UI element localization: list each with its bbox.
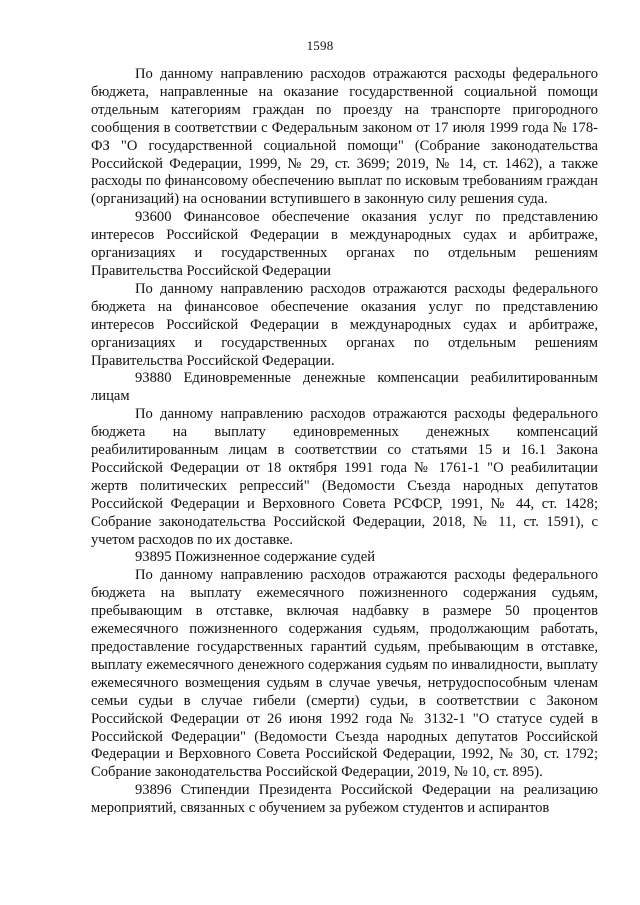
heading-93895: 93895 Пожизненное содержание судей — [135, 549, 376, 566]
document-body — [91, 66, 598, 818]
heading-93600: 93600 Финансовое обеспечение оказания услуг по представлению интересов Российской Федерации в международных судах и арбитраже, организациях и государственных органах по отдельным решениям Правительства Российской Федерации — [91, 209, 598, 279]
page-number: 1598 — [306, 38, 334, 53]
heading-93880: 93880 Единовременные денежные компенсации реабилитированным лицам — [91, 370, 598, 405]
paragraph-93895-description: По данному направлению расходов отражаются расходы федерального бюджета на выплату ежемесячного пожизненного содержания судьям, пребывающим в отставке, включая надбавку в размере 50 процентов ежемесячного пожизненного содержания судьям, продолжающим работать, предоставление государственных гарантий судьям, пребывающим в отставке, выплату ежемесячного денежного содержания судьям по инвалидности, выплату ежемесячного возмещения судьям в случае увечья, нетрудоспособным членам семьи судьи в случае гибели (смерти) судьи, в соответствии с Законом Российской Федерации от 26 июня 1992 года № 3132-1 "О статусе судей в Российской Федерации" (Ведомости Съезда народных депутатов Российской Федерации и Верховного Совета Российской Федерации, 1992, № 30, ст. 1792; Собрание законодательства Российской Федерации, 2019, № 10, ст. 895). — [91, 567, 598, 781]
heading-93896: 93896 Стипендии Президента Российской Федерации на реализацию мероприятий, связанных с обучением за рубежом студентов и аспирантов — [91, 782, 598, 817]
paragraph-93880-description: По данному направлению расходов отражаются расходы федерального бюджета на выплату единовременных денежных компенсаций реабилитированным лицам в соответствии со статьями 15 и 16.1 Закона Российской Федерации от 18 октября 1991 года № 1761-1 "О реабилитации жертв политических репрессий" (Ведомости Съезда народных депутатов Российской Федерации и Верховного Совета РСФСР, 1991, № 44, ст. 1428; Собрание законодательства Российской Федерации, 2018, № 11, ст. 1591), с учетом расходов по их доставке. — [91, 406, 598, 548]
paragraph-transport-expenses: По данному направлению расходов отражаются расходы федерального бюджета, направленные на оказание государственной социальной помощи отдельным категориям граждан по проезду на транспорте пригородного сообщения в соответствии с Федеральным законом от 17 июля 1999 года № 178-ФЗ "О государственной социальной помощи" (Собрание законодательства Российской Федерации, 1999, № 29, ст. 3699; 2019, № 14, ст. 1462), а также расходы по финансовому обеспечению выплат по исковым требованиям граждан (организаций) на основании вступившего в законную силу решения суда. — [91, 66, 598, 208]
paragraph-93600-description: По данному направлению расходов отражаются расходы федерального бюджета на финансовое обеспечение оказания услуг по представлению интересов Российской Федерации в международных судах и арбитраже, организациях и государственных органах по отдельным решениям Правительства Российской Федерации. — [91, 280, 598, 369]
